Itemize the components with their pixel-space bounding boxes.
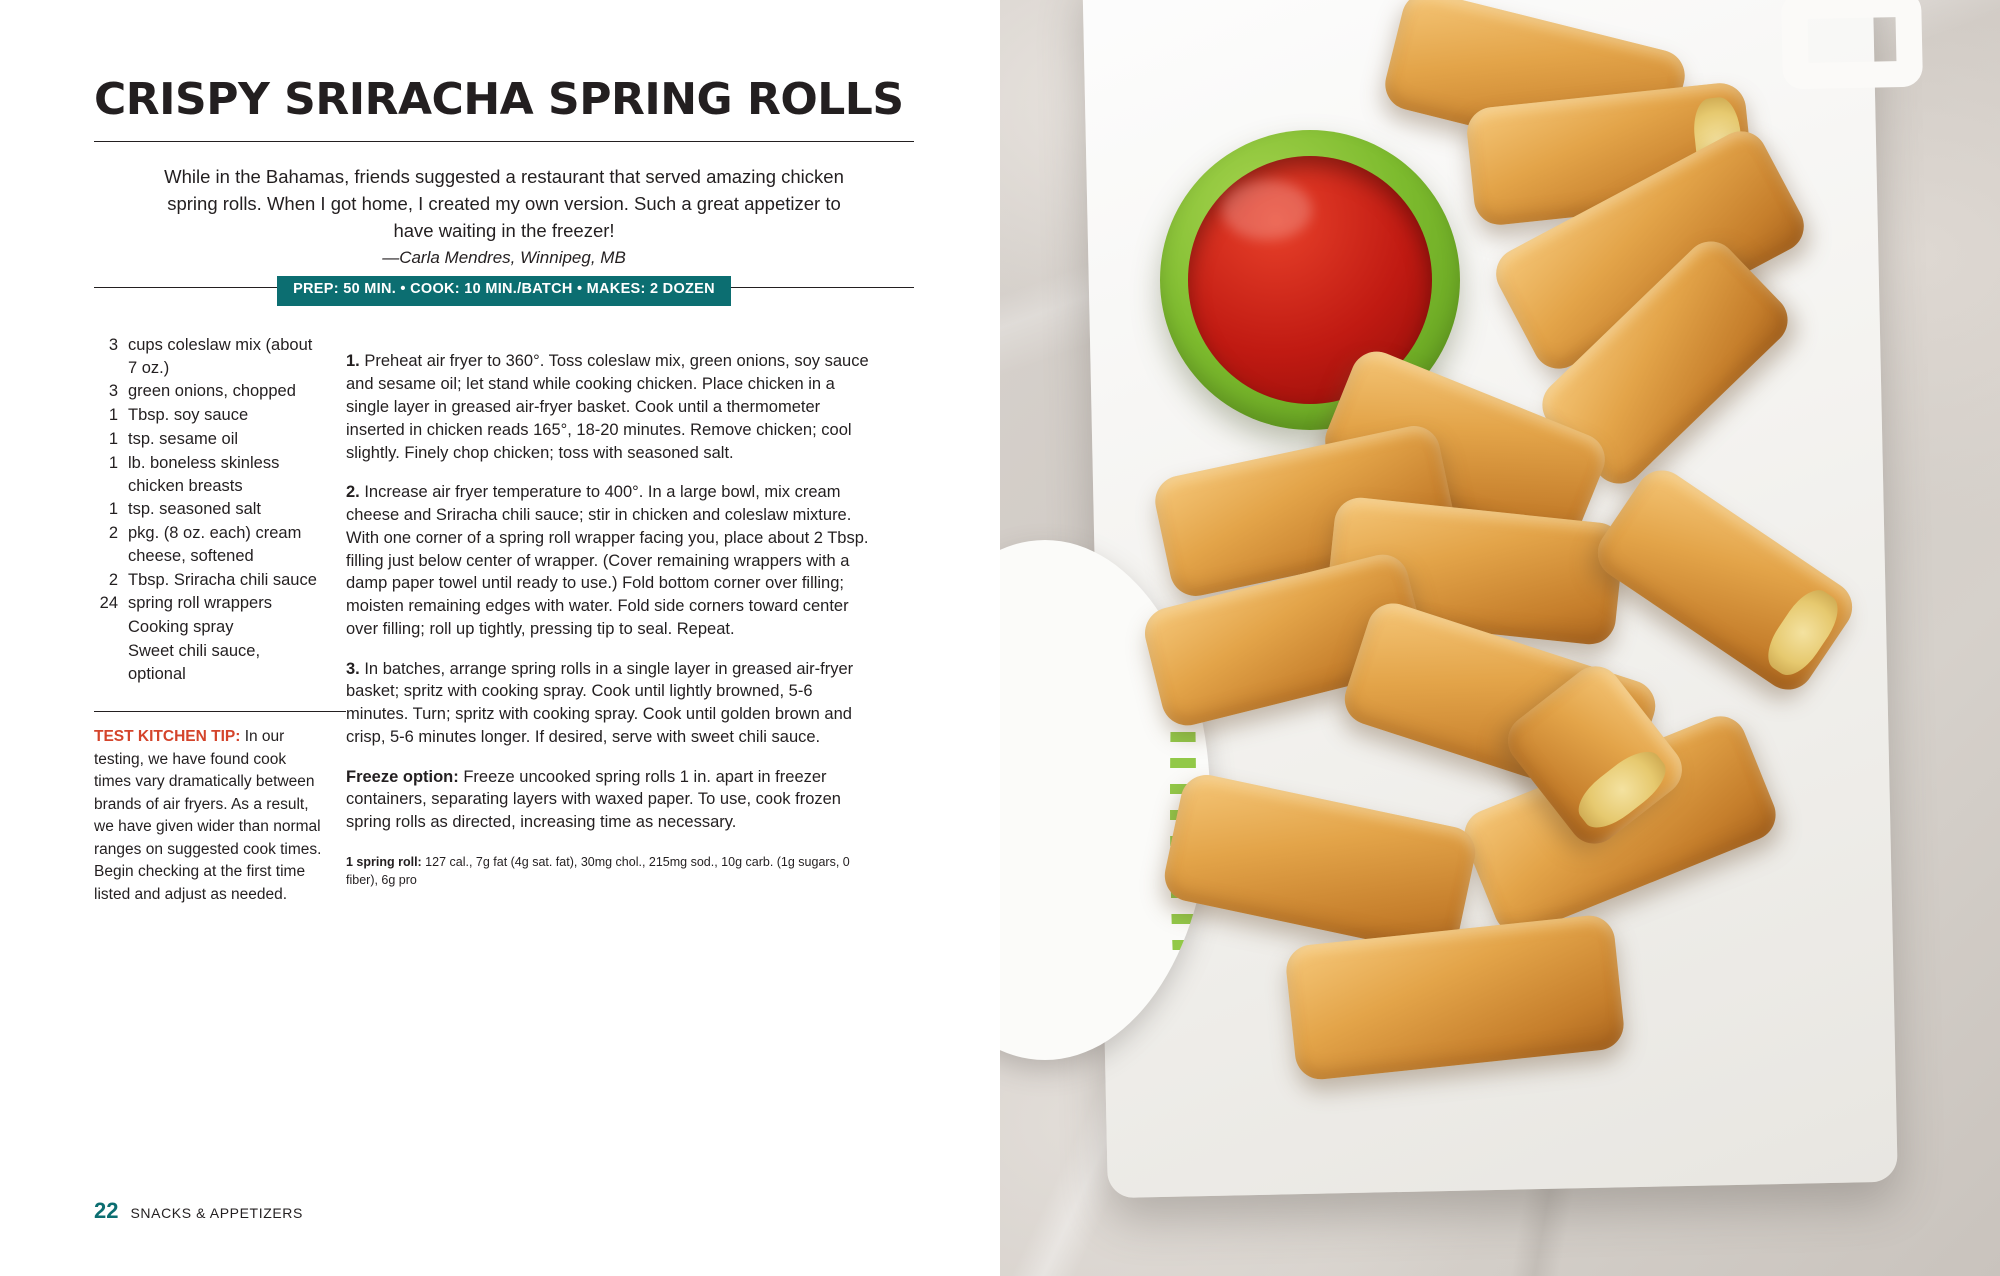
meta-band-wrapper (94, 276, 914, 306)
nutrition-text: 127 cal., 7g fat (4g sat. fat), 30mg chol., 215mg sod., 10g carb. (1g sugars, 0 fiber), 6g pro (346, 855, 850, 887)
list-item (94, 569, 322, 592)
step-number: 3. (346, 659, 360, 678)
ingredient-quantity: 1 (108, 406, 118, 425)
direction-step (346, 658, 876, 749)
test-kitchen-tip (94, 726, 322, 906)
ingredient-text: spring roll wrappers (128, 594, 272, 613)
step-text: In batches, arrange spring rolls in a single layer in greased air-fryer basket; spritz with cooking spray. Cook until lightly browned, 5-6 minutes. Turn; spritz with cooking spray. Cook until golden brown and crisp, 5-6 minutes longer. If desired, serve with sweet chili sauce. (346, 659, 854, 746)
list-item (94, 522, 322, 568)
intro-text: While in the Bahamas, friends suggested a restaurant that served amazing chicken spring rolls. When I got home, I created my own version. Such a great appetizer to have waiting in the freezer! (164, 165, 844, 241)
list-item (94, 616, 322, 639)
step-text: Preheat air fryer to 360°. Toss coleslaw mix, green onions, soy sauce and sesame oil; let stand while cooking chicken. Place chicken in a single layer in greased air-fryer basket. Cook until a thermometer inserted in chicken reads 165°, 18-20 minutes. Remove chicken; cool slightly. Finely chop chicken; toss with seasoned salt. (346, 352, 869, 462)
ingredient-quantity: 1 (108, 500, 118, 519)
directions-column (346, 334, 876, 906)
freeze-option-label: Freeze option: (346, 767, 459, 786)
tip-body: In our testing, we have found cook times vary dramatically between brands of air fryers. As a result, we have given wider than normal ranges on suggested cook times. Begin checking at the first time listed and adjust as needed. (94, 728, 322, 903)
title-divider (94, 141, 914, 142)
prep-cook-makes-badge: PREP: 50 MIN. • COOK: 10 MIN./BATCH • MAKES: 2 DOZEN (277, 276, 731, 306)
ingredient-text: Cooking spray (128, 618, 234, 637)
section-title: SNACKS & APPETIZERS (130, 1205, 303, 1221)
ingredients-list (94, 334, 322, 685)
ingredient-quantity: 1 (108, 453, 118, 472)
list-item (94, 380, 322, 403)
recipe-intro (154, 164, 854, 271)
step-number: 1. (346, 352, 360, 371)
page-number: 22 (94, 1198, 119, 1223)
ingredient-quantity: 2 (108, 570, 118, 589)
recipe-credit: —Carla Mendres, Winnipeg, MB (382, 248, 626, 268)
list-item (94, 334, 322, 380)
ingredient-quantity: 2 (108, 524, 118, 543)
ingredient-text: Tbsp. soy sauce (128, 406, 249, 425)
list-item (94, 640, 322, 686)
list-item (94, 404, 322, 427)
direction-step (346, 481, 876, 640)
ingredient-quantity: 3 (108, 335, 118, 354)
list-item (94, 498, 322, 521)
ingredient-text: lb. boneless skinless chicken breasts (128, 453, 280, 495)
freeze-option-text: Freeze uncooked spring rolls 1 in. apart in freezer containers, separating layers with waxed paper. To use, cook frozen spring rolls as directed, increasing time as necessary. (346, 767, 841, 832)
nutrition-facts (346, 854, 876, 889)
step-number: 2. (346, 483, 360, 502)
ingredient-text: cups coleslaw mix (about 7 oz.) (128, 335, 313, 377)
list-item (94, 428, 322, 451)
ingredient-quantity: 1 (108, 430, 118, 449)
recipe-photo (1000, 0, 2000, 1276)
page-footer (94, 1198, 303, 1224)
nutrition-label: 1 spring roll: (346, 855, 422, 869)
ingredient-text: tsp. seasoned salt (128, 500, 261, 519)
page-title: CRISPY SRIRACHA SPRING ROLLS (94, 74, 904, 125)
freeze-option (346, 766, 876, 834)
list-item (94, 452, 322, 498)
ingredient-text: tsp. sesame oil (128, 430, 239, 449)
tip-divider (94, 711, 346, 712)
ingredient-quantity: 3 (108, 382, 118, 401)
ingredient-text: Sweet chili sauce, optional (128, 641, 261, 683)
recipe-columns (94, 334, 914, 906)
ingredient-text: pkg. (8 oz. each) cream cheese, softened (128, 524, 302, 565)
list-item (94, 592, 322, 615)
recipe-content (94, 74, 914, 906)
ingredient-quantity: 24 (99, 594, 118, 613)
step-text: Increase air fryer temperature to 400°. In a large bowl, mix cream cheese and Sriracha chili sauce; stir in chicken and coleslaw mixture. With one corner of a spring roll wrapper facing you, place about 2 Tbsp. filling just below center of wrapper. (Cover remaining wrappers with a damp paper towel until ready to use.) Fold bottom corner over filling; moisten remaining edges with water. Fold side corners toward center over filling; roll up tightly, pressing tip to seal. Repeat. (346, 483, 869, 638)
direction-step (346, 350, 876, 464)
ingredients-column (94, 334, 346, 906)
board-handle (1781, 0, 1923, 89)
ingredient-text: Tbsp. Sriracha chili sauce (128, 570, 317, 589)
tip-label: TEST KITCHEN TIP: (94, 728, 241, 746)
ingredient-text: green onions, chopped (128, 382, 296, 401)
